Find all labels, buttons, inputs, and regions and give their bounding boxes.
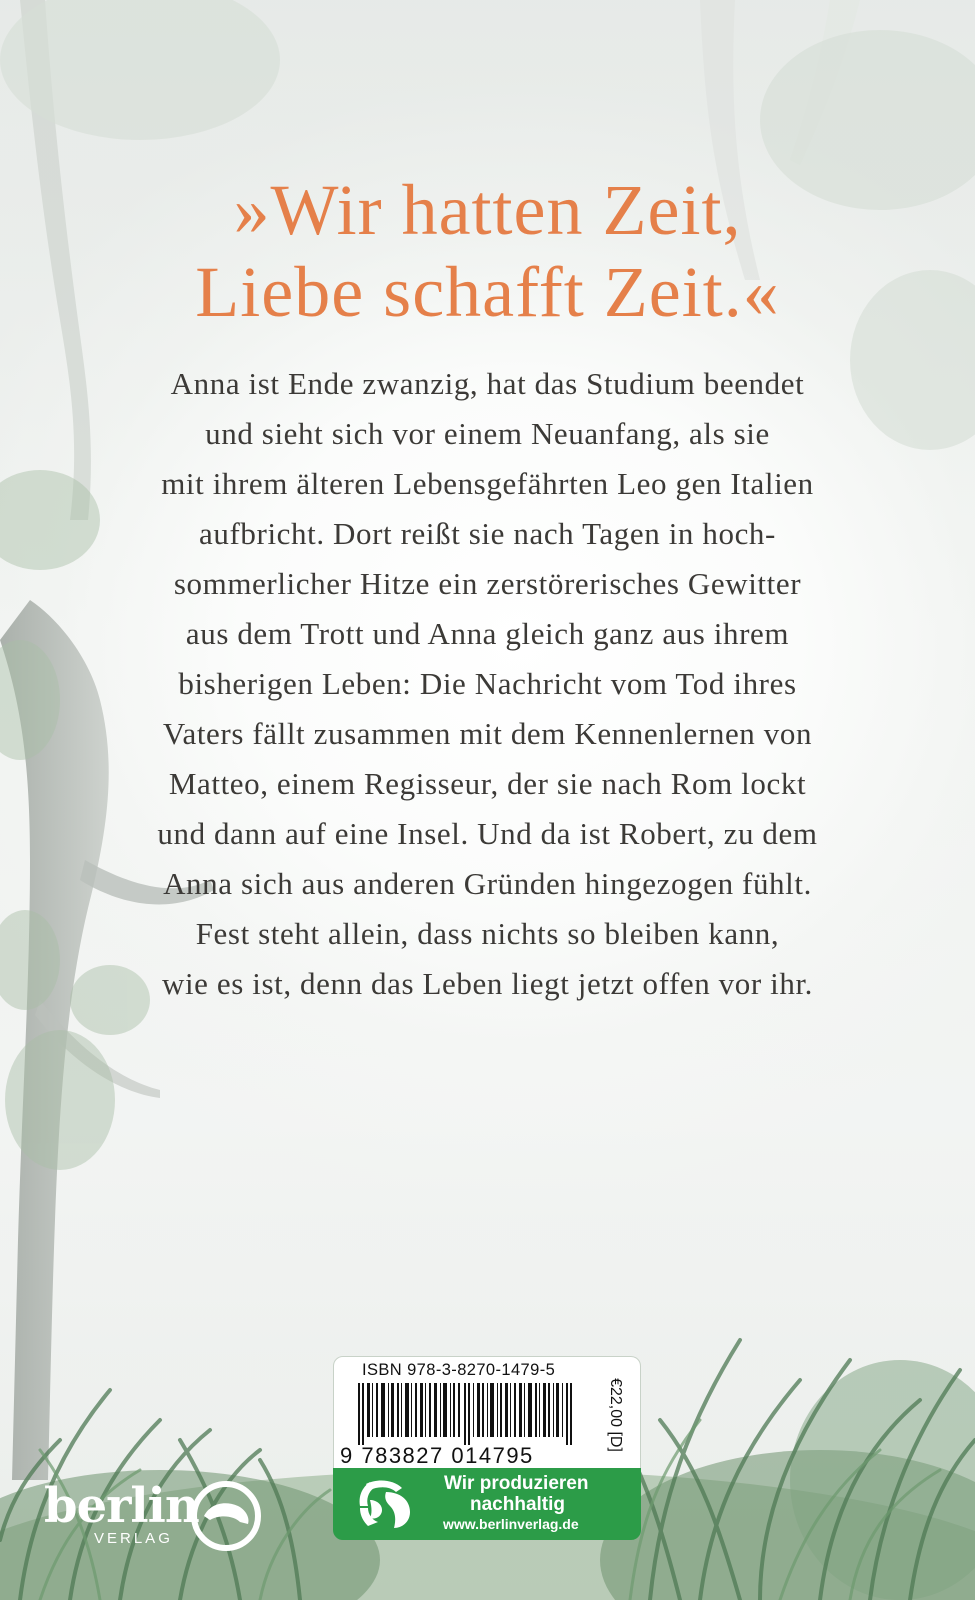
isbn-barcode-box [333,1356,641,1470]
eco-line-2: nachhaltig [470,1494,566,1515]
blurb-line: Vaters fällt zusammen mit dem Kennenlernen von [162,716,813,751]
blurb-line: bisherigen Leben: Die Nachricht vom Tod ihres [178,666,797,701]
publisher-logo [40,1478,280,1558]
blurb-line: und sieht sich vor einem Neuanfang, als sie [205,416,770,451]
recycle-leaf-icon [356,1478,420,1532]
blurb-line: wie es ist, denn das Leben liegt jetzt offen vor ihr. [161,966,814,1001]
blurb-line: Fest steht allein, dass nichts so bleiben kann, [195,916,780,951]
quote-line-2: Liebe schafft Zeit.« [195,252,780,332]
isbn-label: ISBN 978-3-8270-1479-5 [362,1361,556,1379]
blurb-line: Anna sich aus anderen Gründen hingezogen fühlt. [163,866,812,901]
eco-line-1: Wir produzieren [444,1473,589,1494]
blurb-line: aufbricht. Dort reißt sie nach Tagen in hoch- [199,516,776,551]
price-label-wrap [597,1367,633,1463]
blurb-line: Matteo, einem Regisseur, der sie nach Rom lockt [168,766,807,801]
publisher-sub: VERLAG [94,1530,173,1547]
blurb-line: mit ihrem älteren Lebensgefährten Leo gen Italien [161,466,814,501]
blurb-line: Anna ist Ende zwanzig, hat das Studium beendet [170,366,805,401]
blurb-line: aus dem Trott und Anna gleich ganz aus ihrem [185,616,790,651]
sustainability-badge [333,1468,641,1540]
blurb-line: und dann auf eine Insel. Und da ist Robert, zu dem [157,816,818,851]
barcode-digits: 9 783827 014795 [340,1443,534,1468]
publisher-name: berlin [44,1478,199,1534]
quote-line-1: »Wir hatten Zeit, [233,170,742,250]
blurb-line: sommerlicher Hitze ein zerstörerisches Gewitter [173,566,802,601]
barcode-icon [358,1383,576,1445]
publisher-url: www.berlinverlag.de [443,1516,579,1532]
price-label: €22,00 [D] [607,1378,624,1452]
bear-logo-icon [190,1480,264,1552]
